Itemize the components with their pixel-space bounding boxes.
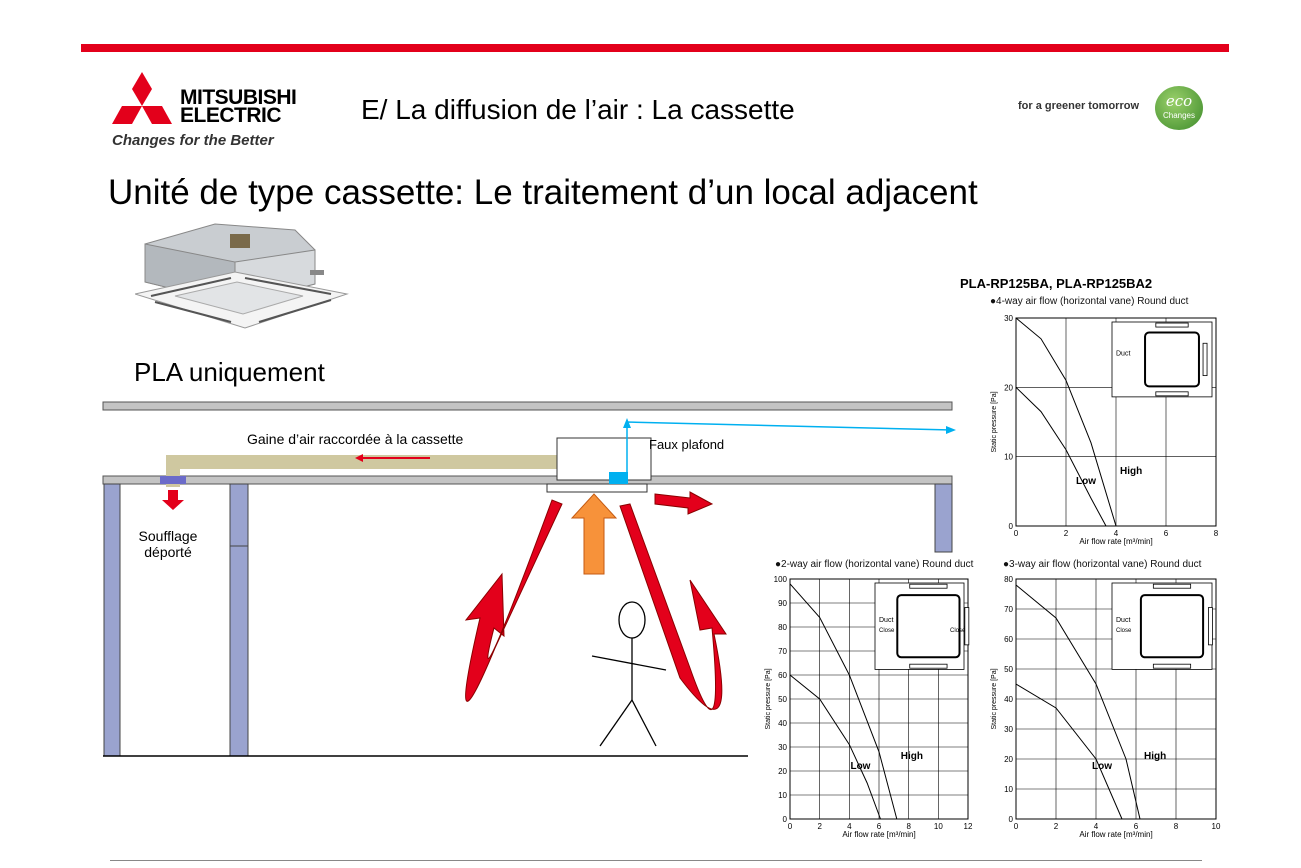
inset-label: Duct: [1116, 350, 1131, 358]
brand-tagline: Changes for the Better: [112, 132, 274, 149]
x-tick-label: 6: [1163, 529, 1169, 538]
chart3-title: ●3-way air flow (horizontal vane) Round duct: [1003, 559, 1202, 570]
x-tick-label: 8: [1213, 529, 1219, 538]
x-tick-label: 12: [963, 822, 973, 831]
chart2-title: ●2-way air flow (horizontal vane) Round duct: [775, 559, 974, 570]
mitsubishi-logo-icon: [108, 70, 176, 132]
y-tick-label: 20: [778, 767, 787, 776]
inset-vane-bottom: [1153, 664, 1190, 668]
series-label-low: Low: [850, 761, 871, 772]
y-tick-label: 100: [773, 575, 787, 584]
y-tick-label: 40: [778, 719, 787, 728]
eco-badge-line2: Changes: [1162, 111, 1196, 120]
inset-label: Close: [1116, 628, 1132, 635]
inset-label: Duct: [1116, 617, 1131, 625]
x-axis-label: Air flow rate [m³/min]: [1079, 830, 1153, 839]
chart-4way: [982, 307, 1222, 552]
slogan: for a greener tomorrow: [1018, 100, 1140, 112]
inset-label: Duct: [879, 617, 894, 625]
y-tick-label: 50: [1004, 665, 1013, 674]
y-tick-label: 10: [1004, 452, 1013, 462]
inset-vane-bottom: [910, 664, 947, 668]
cassette-unit-image: [135, 222, 350, 334]
y-tick-label: 30: [1004, 725, 1013, 734]
y-tick-label: 60: [1004, 635, 1013, 644]
series-label-high: High: [900, 751, 924, 762]
y-tick-label: 90: [778, 599, 787, 608]
brand-name-line2: ELECTRIC: [180, 104, 281, 127]
chart1-title: ●4-way air flow (horizontal vane) Round duct: [990, 296, 1189, 307]
inset-vane-right: [1203, 343, 1207, 375]
x-tick-label: 4: [1113, 529, 1119, 538]
chart-2way: [750, 570, 980, 855]
chart-3way: [982, 570, 1222, 855]
y-tick-label: 80: [1004, 575, 1013, 584]
model-label: PLA-RP125BA, PLA-RP125BA2: [960, 276, 1153, 291]
series-label-high: High: [1144, 751, 1167, 762]
y-tick-label: 60: [778, 671, 787, 680]
series-label-low: Low: [1076, 476, 1096, 487]
x-tick-label: 0: [1013, 529, 1019, 538]
inset-unit-icon: [897, 595, 959, 657]
inset-unit-icon: [1141, 595, 1203, 657]
inset-vane-right: [1208, 608, 1212, 645]
inset-vane-top: [1156, 323, 1188, 327]
y-tick-label: 20: [1004, 383, 1013, 393]
x-tick-label: 8: [1173, 822, 1179, 831]
x-tick-label: 10: [933, 822, 943, 831]
inset-vane-top: [1153, 584, 1190, 588]
x-tick-label: 0: [1013, 822, 1019, 831]
brand-name-line1: MITSUBISHI: [180, 86, 297, 109]
y-axis-label: Static pressure [Pa]: [991, 391, 998, 453]
bottom-rule: [110, 860, 1202, 861]
x-tick-label: 2: [1053, 822, 1059, 831]
page-title: Unité de type cassette: Le traitement d’un local adjacent: [108, 173, 978, 212]
inset-vane-bottom: [1156, 392, 1188, 396]
false-ceiling-label: Faux plafond: [649, 437, 725, 452]
y-tick-label: 0: [782, 815, 787, 824]
y-tick-label: 70: [778, 647, 787, 656]
y-tick-label: 10: [1004, 785, 1013, 794]
y-axis-label: Static pressure [Pa]: [765, 668, 772, 730]
y-tick-label: 30: [778, 743, 787, 752]
y-tick-label: 50: [778, 695, 787, 704]
x-axis-label: Air flow rate [m³/min]: [842, 830, 916, 839]
x-tick-label: 2: [817, 822, 822, 831]
series-label-low: Low: [1092, 761, 1112, 772]
y-axis-label: Static pressure [Pa]: [991, 668, 998, 730]
x-tick-label: 0: [787, 822, 793, 831]
section-title: E/ La diffusion de l’air : La cassette: [361, 94, 795, 125]
x-tick-label: 6: [876, 822, 882, 831]
x-tick-label: 10: [1211, 822, 1221, 831]
y-tick-label: 30: [1004, 314, 1013, 323]
remote-supply-label: [120, 528, 216, 560]
x-tick-label: 8: [906, 822, 911, 831]
eco-badge-line1: eco: [1165, 92, 1193, 110]
inset-unit-icon: [1145, 332, 1199, 386]
top-red-bar: [81, 44, 1229, 52]
remote-supply-line2: déporté: [144, 544, 192, 560]
inset-vane-right: [965, 608, 969, 645]
eco-changes-badge: [1155, 86, 1203, 130]
x-tick-label: 4: [847, 822, 852, 831]
x-tick-label: 6: [1133, 822, 1139, 831]
series-label-high: High: [1120, 466, 1143, 477]
y-tick-label: 80: [778, 623, 787, 632]
y-tick-label: 40: [1004, 695, 1013, 704]
product-label: PLA uniquement: [134, 357, 325, 387]
y-tick-label: 20: [1004, 755, 1013, 764]
inset-vane-top: [910, 584, 947, 588]
y-tick-label: 0: [1008, 815, 1013, 824]
x-axis-label: Air flow rate [m³/min]: [1079, 537, 1153, 546]
duct-label: Gaine d’air raccordée à la cassette: [247, 431, 464, 447]
y-tick-label: 10: [778, 791, 787, 800]
x-tick-label: 2: [1063, 529, 1069, 538]
x-tick-label: 4: [1093, 822, 1099, 831]
y-tick-label: 70: [1004, 605, 1013, 614]
y-tick-label: 0: [1008, 522, 1013, 531]
inset-label: Close: [950, 628, 966, 635]
inset-label: Close: [879, 628, 895, 635]
remote-supply-line1: Soufflage: [138, 528, 198, 544]
